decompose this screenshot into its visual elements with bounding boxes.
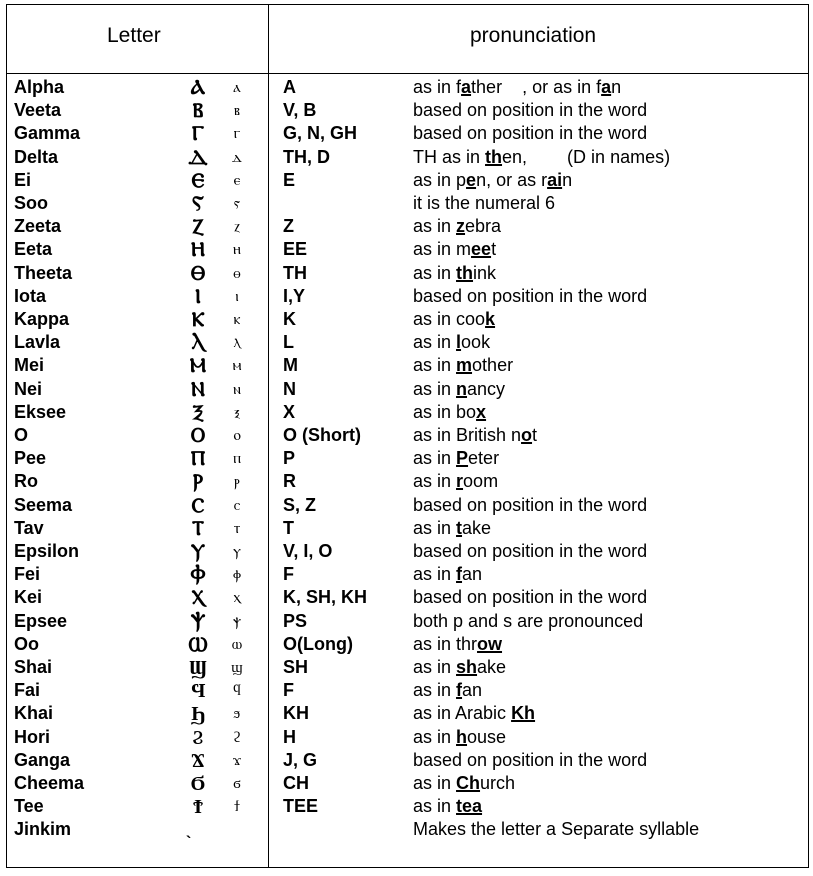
emphasized-sound: o	[521, 425, 533, 445]
description-text: as in	[413, 796, 457, 817]
description-text: n	[562, 169, 573, 190]
description-text: as in coo	[413, 309, 486, 329]
coptic-capital: Ⲉ	[191, 167, 205, 192]
description-text: an	[462, 680, 483, 701]
table-row	[0, 656, 813, 679]
emphasized-sound: k	[485, 309, 496, 329]
description-text: as in	[413, 216, 457, 237]
coptic-small: ⲍ	[233, 217, 241, 236]
coptic-capital: Ⲇ	[188, 144, 208, 169]
table-row	[0, 146, 813, 169]
pronunciation-description	[413, 563, 482, 585]
sound-value: N	[283, 378, 296, 399]
letter-name: Tee	[14, 796, 44, 817]
coptic-small: ⲩ	[233, 542, 241, 560]
sound-value: P	[283, 448, 296, 469]
coptic-small: ⲗ	[233, 333, 241, 352]
description-text: Makes the letter a Separate syllable	[413, 819, 700, 840]
pronunciation-description	[413, 494, 647, 516]
pronunciation-description	[413, 702, 535, 724]
description-text: based on position in the word	[413, 285, 648, 306]
emphasized-sound: f	[456, 680, 463, 701]
description-text: based on position in the word	[413, 100, 648, 121]
coptic-capital: Ⲡ	[190, 446, 206, 471]
sound-value: F	[283, 564, 294, 585]
description-text: t	[491, 239, 497, 260]
emphasized-sound: ow	[477, 633, 503, 654]
emphasized-sound: tea	[456, 796, 483, 817]
pronunciation-description	[413, 76, 621, 98]
coptic-small: ϫ	[232, 750, 242, 769]
emphasized-sound: m	[456, 355, 473, 376]
coptic-capital: Ⲍ	[192, 214, 204, 239]
letter-name: Gamma	[14, 123, 81, 144]
letter-name: Ei	[14, 169, 32, 190]
sound-value: L	[283, 332, 294, 353]
emphasized-sound: n	[456, 378, 468, 399]
pronunciation-description	[413, 169, 572, 191]
letter-name: Veeta	[14, 100, 62, 121]
coptic-capital: Ϥ	[190, 678, 206, 703]
letter-name: Theeta	[14, 262, 73, 283]
sound-value: O (Short)	[283, 425, 361, 445]
description-text: n	[611, 77, 622, 97]
coptic-small: ⲅ	[233, 124, 241, 143]
description-text: as in f	[413, 77, 462, 97]
pronunciation-description	[413, 749, 647, 771]
coptic-capital: Ⲣ	[192, 469, 204, 494]
description-text: ook	[461, 332, 491, 353]
coptic-capital: Ⲧ	[191, 515, 205, 540]
emphasized-sound: h	[456, 726, 468, 747]
coptic-small: ⲏ	[233, 240, 241, 259]
letter-name: Delta	[14, 146, 59, 167]
emphasized-sound: r	[456, 471, 464, 492]
emphasized-sound: th	[485, 146, 503, 167]
description-text: as in bo	[413, 401, 477, 422]
coptic-small: ⲫ	[232, 565, 242, 584]
emphasized-sound: l	[456, 332, 462, 353]
coptic-small: ⲟ	[233, 426, 241, 444]
pronunciation-description	[413, 447, 499, 469]
emphasized-sound: ai	[547, 169, 563, 190]
coptic-small: ϭ	[233, 774, 241, 792]
description-text: as in British n	[413, 425, 522, 445]
pronunciation-description	[413, 99, 647, 121]
coptic-capital: Ⲗ	[191, 330, 205, 355]
letter-name: Zeeta	[14, 216, 62, 237]
table-row	[0, 378, 813, 401]
coptic-small: ϣ	[231, 658, 243, 676]
description-text: as in Arabic	[413, 703, 512, 724]
coptic-capital: Ⲃ	[192, 98, 204, 123]
pronunciation-description	[413, 726, 506, 748]
pronunciation-description	[413, 656, 506, 678]
sound-value: J, G	[283, 749, 318, 770]
coptic-small: ⲓ	[235, 286, 239, 305]
coptic-small: ⲡ	[233, 449, 241, 468]
sound-value: TH, D	[283, 146, 330, 167]
pronunciation-description	[413, 470, 498, 492]
letter-column-header: Letter	[107, 24, 161, 47]
pronunciation-description	[413, 610, 643, 632]
description-text: urch	[480, 773, 516, 793]
pronunciation-description	[413, 818, 699, 840]
coptic-capital: Ϯ	[192, 794, 204, 819]
table-row	[0, 401, 813, 424]
coptic-capital: Ⲩ	[190, 539, 206, 563]
table-row	[0, 726, 813, 749]
letter-name: Khai	[14, 703, 54, 724]
emphasized-sound: a	[601, 77, 612, 97]
coptic-small: ϩ	[232, 727, 242, 746]
coptic-capital: Ⲭ	[191, 585, 205, 610]
description-text: it is the numeral 6	[413, 193, 556, 213]
coptic-capital: Ⲕ	[191, 307, 205, 331]
description-text: as in	[413, 332, 457, 353]
description-text: as in	[413, 517, 457, 538]
description-text: ebra	[465, 216, 502, 237]
sound-value: H	[283, 726, 296, 747]
pronunciation-description	[413, 540, 647, 562]
coptic-small: ⲇ	[231, 147, 243, 166]
description-text: as in m	[413, 239, 472, 260]
letter-name: Shai	[14, 657, 53, 677]
coptic-capital: Ⲛ	[191, 376, 205, 401]
emphasized-sound: Kh	[511, 703, 536, 724]
sound-value: EE	[283, 239, 308, 260]
coptic-capital: Ⲯ	[190, 608, 206, 633]
letter-name: Seema	[14, 494, 73, 515]
letter-name: Ganga	[14, 749, 71, 770]
coptic-small: ⲯ	[232, 611, 242, 630]
pronunciation-column-header: pronunciation	[470, 24, 597, 47]
pronunciation-description	[413, 424, 537, 446]
table-row	[0, 702, 813, 725]
description-text: en, (D in names)	[502, 146, 671, 167]
description-text: as in	[413, 262, 457, 283]
sound-value: R	[283, 471, 296, 492]
emphasized-sound: P	[456, 448, 469, 469]
table-row	[0, 354, 813, 377]
coptic-small: ⲭ	[233, 588, 241, 607]
emphasized-sound: f	[456, 564, 463, 585]
description-text: based on position in the word	[413, 749, 648, 770]
coptic-small: ⲧ	[233, 518, 241, 537]
description-text: based on position in the word	[413, 494, 648, 515]
pronunciation-description	[413, 401, 486, 423]
letter-name: O	[14, 425, 29, 445]
description-text: as in	[413, 773, 457, 793]
sound-value: T	[283, 517, 294, 538]
table-row	[0, 586, 813, 609]
sound-value: V, I, O	[283, 541, 333, 561]
description-text: as in	[413, 378, 457, 399]
description-text: based on position in the word	[413, 123, 648, 144]
sound-value: E	[283, 169, 296, 190]
table-row	[0, 610, 813, 633]
coptic-small: ⲕ	[233, 310, 241, 328]
letter-name: Oo	[14, 633, 39, 654]
letter-name: Eeta	[14, 239, 53, 260]
table-row	[0, 424, 813, 447]
coptic-small: ⲙ	[232, 356, 242, 375]
description-text: both p and s are pronounced	[413, 610, 644, 631]
description-text: ancy	[467, 378, 506, 399]
pronunciation-description	[413, 517, 491, 539]
coptic-capital: Ⲫ	[190, 562, 206, 587]
table-row	[0, 563, 813, 586]
table-row	[0, 633, 813, 656]
jinkim-mark: `	[186, 834, 192, 851]
sound-value: G, N, GH	[283, 123, 358, 144]
description-text: ther , or as in f	[471, 77, 602, 97]
table-row	[0, 818, 813, 841]
description-text: an	[462, 564, 483, 585]
description-text: as in	[413, 355, 457, 376]
table-row	[0, 262, 813, 285]
letter-name: Kappa	[14, 309, 70, 329]
table-row	[0, 540, 813, 563]
coptic-capital: Ϣ	[189, 655, 207, 679]
pronunciation-description	[413, 354, 513, 376]
description-text: as in	[413, 471, 457, 492]
sound-value: KH	[283, 703, 309, 724]
sound-value: TEE	[283, 796, 319, 817]
letter-name: Eksee	[14, 401, 67, 422]
table-row	[0, 76, 813, 99]
emphasized-sound: t	[456, 517, 463, 538]
sound-value: PS	[283, 610, 308, 631]
description-text: based on position in the word	[413, 587, 648, 608]
table-row	[0, 308, 813, 331]
pronunciation-description	[413, 285, 647, 307]
coptic-small: ⲁ	[233, 78, 241, 96]
table-row	[0, 99, 813, 122]
coptic-capital: Ⲏ	[191, 237, 205, 262]
letter-name: Epsilon	[14, 541, 80, 561]
sound-value: V, B	[283, 100, 317, 121]
table-row	[0, 169, 813, 192]
letter-name: Nei	[14, 378, 43, 399]
pronunciation-description	[413, 146, 670, 168]
description-text: as in	[413, 680, 457, 701]
description-text: oom	[463, 471, 499, 492]
table-row	[0, 749, 813, 772]
description-text: ake	[462, 517, 492, 538]
coptic-capital: Ⲓ	[195, 283, 201, 308]
coptic-capital: Ⲥ	[191, 492, 205, 517]
coptic-capital: Ϭ	[190, 771, 206, 795]
coptic-small: ⲋ	[233, 194, 241, 212]
pronunciation-description	[413, 122, 647, 144]
coptic-capital: Ⲟ	[190, 423, 206, 447]
letter-name: Soo	[14, 193, 48, 213]
description-text: ouse	[467, 726, 507, 747]
table-row	[0, 122, 813, 145]
pronunciation-description	[413, 238, 496, 260]
coptic-small: ⲑ	[233, 263, 241, 282]
sound-value: A	[283, 77, 296, 97]
coptic-capital: Ⲙ	[189, 353, 207, 378]
sound-value: X	[283, 401, 296, 422]
sound-value: F	[283, 680, 294, 701]
sound-value: O(Long)	[283, 633, 353, 654]
description-text: ake	[477, 657, 507, 677]
pronunciation-description	[413, 378, 505, 400]
emphasized-sound: Ch	[456, 773, 481, 793]
letter-name: Iota	[14, 285, 47, 306]
coptic-small: ⲝ	[234, 402, 240, 421]
coptic-small: ⲣ	[234, 472, 240, 491]
coptic-small: ⲱ	[231, 634, 243, 653]
coptic-small: ϥ	[233, 681, 241, 700]
letter-name: Alpha	[14, 77, 65, 97]
emphasized-sound: e	[466, 169, 477, 190]
letter-name: Fai	[14, 680, 41, 701]
table-row	[0, 517, 813, 540]
coptic-capital: Ⲁ	[190, 75, 206, 99]
description-text: t	[532, 425, 538, 445]
sound-value: S, Z	[283, 494, 317, 515]
coptic-small: ϯ	[234, 797, 240, 816]
description-text: as in p	[413, 169, 467, 190]
table-row	[0, 447, 813, 470]
coptic-capital: Ϩ	[191, 724, 205, 749]
coptic-capital: Ⲋ	[192, 191, 204, 215]
letter-name: Pee	[14, 448, 47, 469]
table-row	[0, 238, 813, 261]
coptic-small: ⲃ	[234, 101, 240, 120]
pronunciation-description	[413, 795, 482, 817]
coptic-capital: Ⲅ	[191, 121, 205, 146]
coptic-small: ϧ	[233, 704, 241, 723]
sound-value: TH	[283, 262, 307, 283]
description-text: ink	[473, 262, 497, 283]
sound-value: K	[283, 309, 296, 329]
table-row	[0, 192, 813, 215]
coptic-small: ⲛ	[233, 379, 241, 398]
emphasized-sound: z	[456, 216, 466, 237]
sound-value: K, SH, KH	[283, 587, 368, 608]
emphasized-sound: x	[476, 401, 487, 422]
table-row	[0, 494, 813, 517]
coptic-small: ⲉ	[233, 170, 241, 189]
sound-value: I,Y	[283, 285, 306, 306]
emphasized-sound: sh	[456, 657, 478, 677]
letter-name: Hori	[14, 726, 50, 747]
description-text: as in thr	[413, 633, 478, 654]
letter-name: Ro	[14, 471, 38, 492]
sound-value: SH	[283, 657, 309, 677]
description-text: based on position in the word	[413, 541, 648, 561]
emphasized-sound: th	[456, 262, 474, 283]
coptic-small: ⲥ	[233, 495, 241, 514]
coptic-capital: Ⲑ	[190, 260, 206, 285]
description-text: TH as in	[413, 146, 486, 167]
sound-value: M	[283, 355, 298, 376]
emphasized-sound: ee	[471, 239, 492, 260]
header-divider	[6, 73, 809, 74]
table-row	[0, 772, 813, 795]
table-row	[0, 470, 813, 493]
coptic-capital: Ⲱ	[188, 631, 208, 656]
description-text: other	[472, 355, 514, 376]
table-row	[0, 795, 813, 818]
table-row	[0, 331, 813, 354]
pronunciation-description	[413, 192, 555, 214]
letter-name: Tav	[14, 517, 44, 538]
pronunciation-description	[413, 262, 496, 284]
table-row	[0, 285, 813, 308]
table-row	[0, 215, 813, 238]
pronunciation-description	[413, 308, 495, 330]
letter-name: Epsee	[14, 610, 68, 631]
coptic-capital: Ⲝ	[192, 399, 204, 424]
pronunciation-description	[413, 633, 502, 655]
description-text: eter	[468, 448, 500, 469]
letter-name: Kei	[14, 587, 43, 608]
pronunciation-description	[413, 586, 647, 608]
description-text: as in	[413, 657, 457, 677]
letter-name: Mei	[14, 355, 45, 376]
description-text: as in	[413, 564, 457, 585]
description-text: as in	[413, 726, 457, 747]
letter-name: Cheema	[14, 773, 85, 793]
sound-value: CH	[283, 773, 309, 793]
pronunciation-description	[413, 679, 482, 701]
sound-value: Z	[283, 216, 294, 237]
pronunciation-description	[413, 215, 501, 237]
table-row	[0, 679, 813, 702]
description-text: n, or as r	[476, 169, 548, 190]
pronunciation-description	[413, 772, 515, 794]
emphasized-sound: a	[461, 77, 472, 97]
letter-name: Jinkim	[14, 819, 72, 840]
coptic-capital: Ϫ	[191, 747, 205, 772]
letter-name: Fei	[14, 564, 41, 585]
coptic-capital: Ϧ	[190, 701, 206, 726]
letter-name: Lavla	[14, 332, 61, 353]
description-text: as in	[413, 448, 457, 469]
pronunciation-description	[413, 331, 490, 353]
